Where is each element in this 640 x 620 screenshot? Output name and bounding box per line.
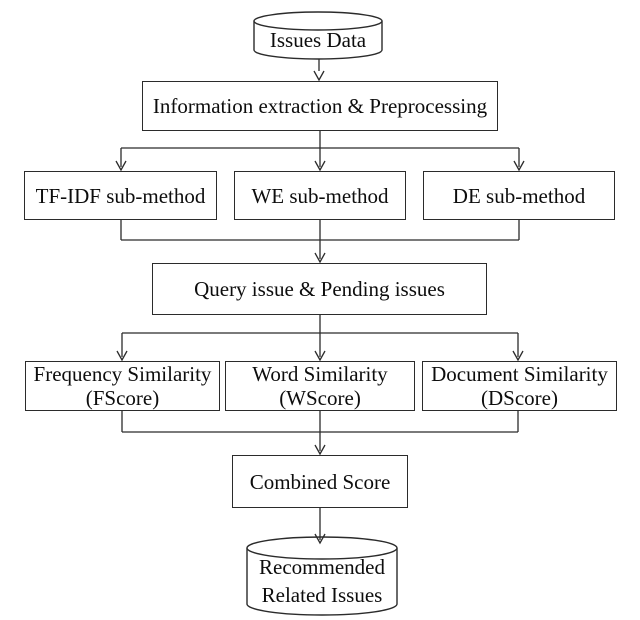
edge-submethods-to-query (121, 220, 519, 259)
node-recommended-line1: Recommended (259, 555, 385, 579)
node-information-extraction-label: Information extraction & Preprocessing (152, 94, 488, 118)
node-fscore-line1: Frequency Similarity (33, 362, 212, 386)
node-issues-data-label: Issues Data (269, 27, 367, 52)
node-issues-data (254, 24, 382, 56)
node-recommended-line2: Related Issues (261, 583, 383, 607)
node-de-label: DE sub-method (452, 183, 586, 208)
node-document-similarity (422, 361, 617, 411)
node-information-extraction (142, 81, 498, 131)
node-word-similarity (225, 361, 415, 411)
node-combined-score (232, 455, 408, 508)
edge-similarities-to-combined (122, 411, 518, 451)
node-combined-label: Combined Score (249, 469, 391, 494)
node-dscore-line1: Document Similarity (431, 362, 608, 386)
node-de-sub-method (423, 171, 615, 220)
node-wscore-line2: (WScore) (279, 386, 361, 410)
node-we-sub-method (234, 171, 406, 220)
node-recommended-related-issues (247, 553, 397, 609)
edge-query-to-similarities (122, 315, 518, 357)
node-fscore-line2: (FScore) (85, 386, 160, 410)
node-tfidf-sub-method (24, 171, 217, 220)
node-dscore-line2: (DScore) (481, 386, 558, 410)
edge-info-to-submethods (121, 131, 519, 167)
node-frequency-similarity (25, 361, 220, 411)
node-query-label: Query issue & Pending issues (194, 277, 445, 301)
node-query-pending-issues (152, 263, 487, 315)
node-we-label: WE sub-method (251, 183, 389, 208)
node-tfidf-label: TF-IDF sub-method (35, 183, 206, 208)
node-wscore-line1: Word Similarity (252, 362, 388, 386)
